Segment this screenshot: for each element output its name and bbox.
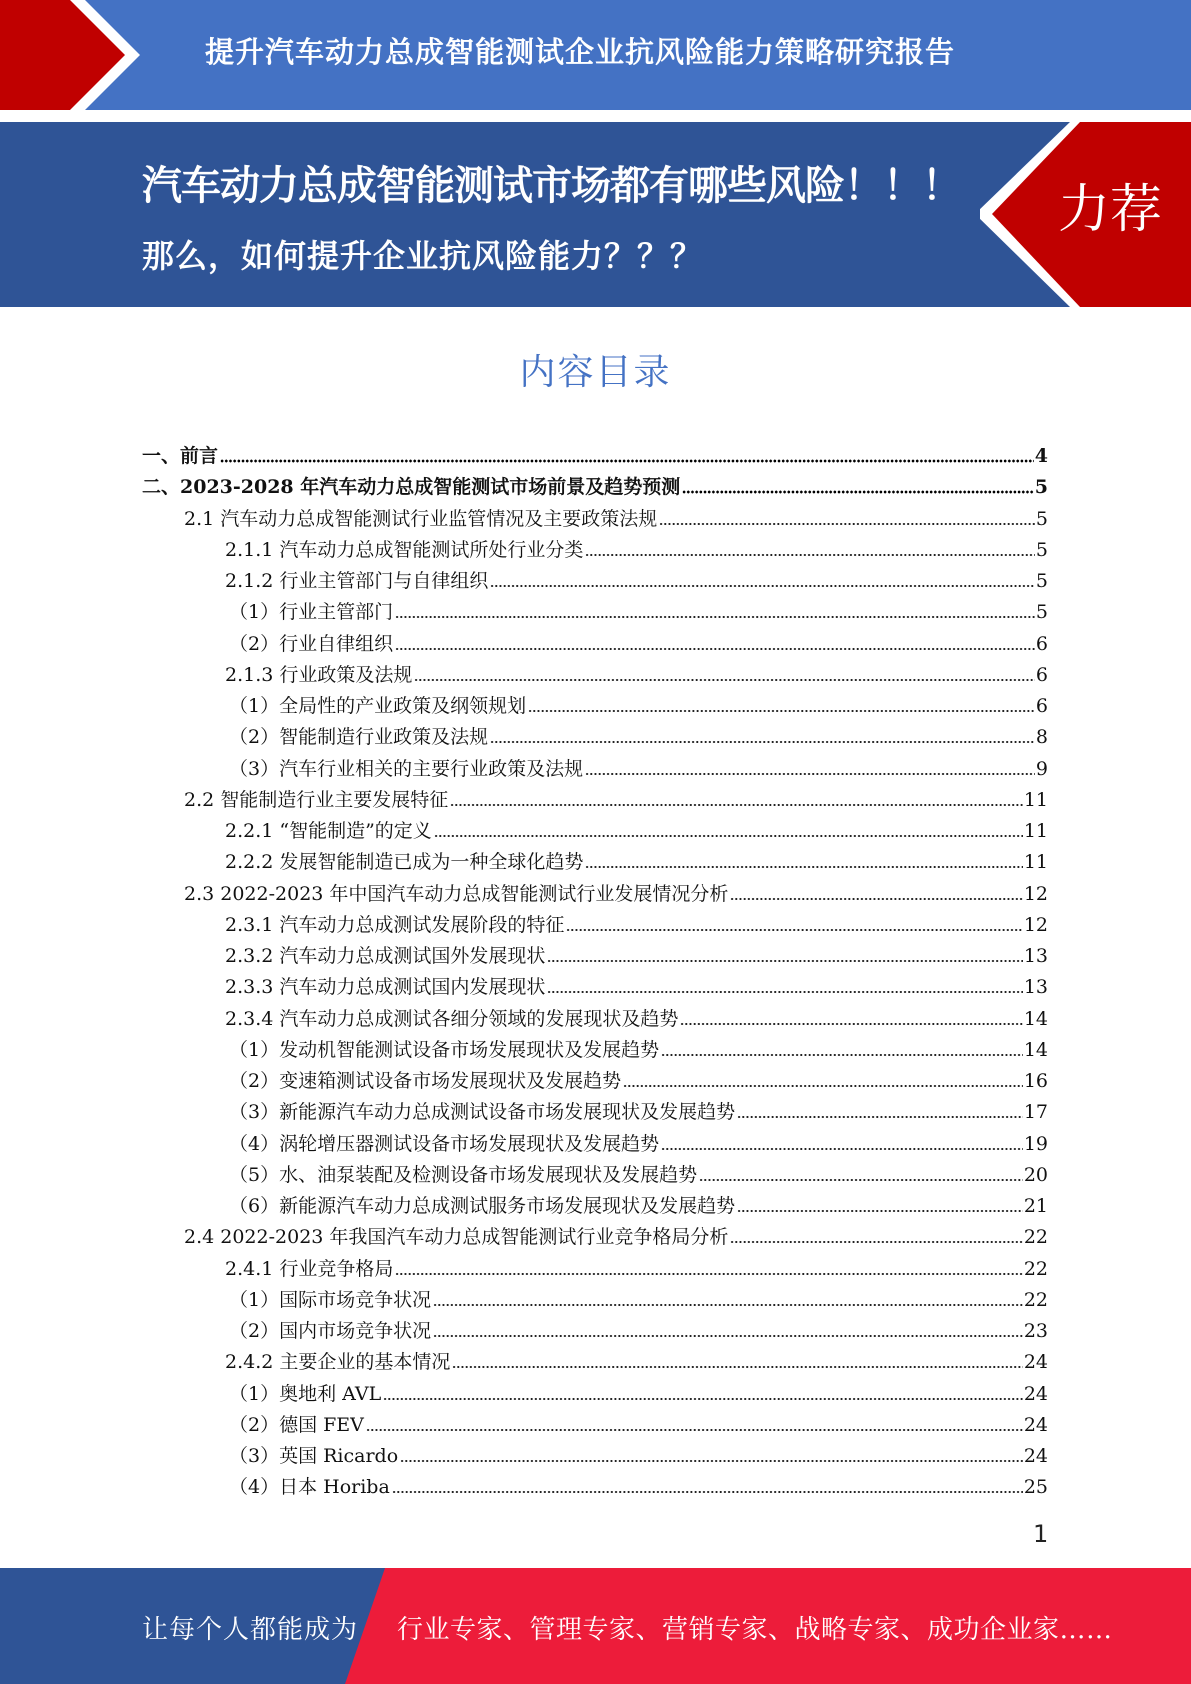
toc-entry-page: 11 [1023,851,1048,874]
toc-entry-page: 23 [1023,1320,1048,1342]
toc-dot-leader [392,1490,1023,1494]
toc-entry[interactable] [229,1437,1048,1468]
toc-entry-label: （2）国内市场竞争状况 [229,1320,432,1342]
toc-entry[interactable] [229,1062,1048,1093]
toc-dot-leader [395,647,1035,651]
toc-entry[interactable] [225,812,1048,843]
recommend-badge-text: 力荐 [1058,180,1163,240]
toc-entry[interactable] [229,1156,1048,1187]
toc-dot-leader [585,772,1035,776]
toc-entry-page: 24 [1023,1351,1048,1374]
toc-entry-label: 2.3.3 汽车动力总成测试国内发展现状 [225,976,546,999]
toc-entry-page: 5 [1035,601,1048,624]
toc-entry-page: 8 [1035,726,1048,749]
toc-entry[interactable] [225,906,1048,937]
toc-entry[interactable] [225,968,1048,999]
toc-entry-page: 6 [1035,632,1048,655]
toc-entry-label: （1）奥地利 AVL [229,1382,382,1405]
toc-dot-leader [730,897,1022,901]
toc-entry[interactable] [229,593,1048,624]
toc-entry-label: （2）智能制造行业政策及法规 [229,726,489,749]
toc-entry-page: 5 [1034,476,1048,499]
toc-dot-leader [490,584,1035,588]
toc-dot-leader [585,865,1022,869]
toc-entry-page: 24 [1023,1382,1048,1405]
toc-entry[interactable] [229,1312,1048,1343]
toc-entry[interactable] [229,750,1048,781]
toc-entry-label: （1）全局性的产业政策及纲领规划 [229,695,527,717]
toc-dot-leader [547,990,1022,994]
toc-entry[interactable] [229,718,1048,749]
toc-dot-leader [220,459,1034,463]
toc-entry-label: 2.1.2 行业主管部门与自律组织 [225,570,489,592]
toc-heading: 内容目录 [519,352,672,393]
toc-dot-leader [395,615,1035,619]
toc-entry[interactable] [229,1468,1048,1499]
toc-dot-leader [433,1303,1023,1307]
toc-entry-page: 6 [1035,663,1048,686]
toc-entry-label: 一、前言 [142,445,219,467]
toc-entry-page: 11 [1023,788,1048,811]
toc-dot-leader [661,1053,1023,1057]
toc-dot-leader [566,928,1022,932]
toc-entry-label: 2.2 智能制造行业主要发展特征 [184,788,449,811]
toc-entry-page: 19 [1023,1132,1048,1155]
toc-dot-leader [661,1147,1023,1151]
toc-entry-label: （2）变速箱测试设备市场发展现状及发展趋势 [229,1070,622,1092]
toc-entry-label: 2.4.2 主要企业的基本情况 [225,1351,451,1374]
toc-entry-label: 2.4.1 行业竞争格局 [225,1257,394,1280]
toc-entry[interactable] [229,1187,1048,1218]
toc-entry-page: 12 [1023,913,1048,936]
toc-entry-page: 12 [1023,882,1048,905]
report-title: 提升汽车动力总成智能测试企业抗风险能力策略研究报告 [205,35,956,69]
toc-entry[interactable] [225,656,1048,687]
toc-entry-label: （1）行业主管部门 [229,601,394,624]
toc-entry-label: 2.3.4 汽车动力总成测试各细分领域的发展现状及趋势 [225,1007,679,1030]
toc-entry-label: （1）发动机智能测试设备市场发展现状及发展趋势 [229,1038,660,1061]
toc-entry-page: 14 [1023,1038,1048,1061]
toc-entry-label: （4）日本 Horiba [229,1476,390,1499]
toc-dot-leader [366,1428,1023,1432]
toc-entry-label: （2）行业自律组织 [229,632,394,655]
toc-entry-page: 22 [1023,1288,1048,1311]
toc-entry[interactable] [229,687,1048,718]
toc-dot-leader [490,740,1035,744]
toc-dot-leader [585,553,1035,557]
toc-entry-page: 6 [1035,695,1048,717]
toc-entry-page: 24 [1023,1445,1048,1467]
toc-entry-label: 2.1.1 汽车动力总成智能测试所处行业分类 [225,538,584,561]
toc-entry-label: 二、2023-2028 年汽车动力总成智能测试市场前景及趋势预测 [142,476,681,499]
toc-entry-page: 17 [1023,1101,1048,1124]
hero-subheadline: 那么，如何提升企业抗风险能力？？？ [142,237,704,275]
toc-entry-label: 2.1 汽车动力总成智能测试行业监管情况及主要政策法规 [184,507,658,530]
toc-dot-leader [659,522,1035,526]
toc-dot-leader [680,1022,1022,1026]
toc-entry-page: 9 [1035,757,1048,780]
hero-headline: 汽车动力总成智能测试市场都有哪些风险！！！ [142,163,961,209]
toc-entry-label: 2.1.3 行业政策及法规 [225,663,413,686]
toc-entry[interactable] [142,468,1048,499]
toc-entry[interactable] [229,1281,1048,1312]
toc-entry-page: 16 [1023,1070,1048,1092]
toc-dot-leader [547,959,1022,963]
toc-entry[interactable] [225,843,1048,874]
toc-entry-page: 11 [1023,820,1048,842]
toc-entry[interactable] [229,1031,1048,1062]
toc-entry[interactable] [225,531,1048,562]
toc-entry[interactable] [225,1343,1048,1374]
toc-entry-label: 2.2.2 发展智能制造已成为一种全球化趋势 [225,851,584,874]
toc-entry[interactable] [184,781,1048,812]
toc-entry-label: （2）德国 FEV [229,1413,364,1436]
toc-entry-page: 21 [1023,1195,1048,1217]
toc-dot-leader [400,1459,1023,1463]
toc-entry-page: 13 [1023,945,1048,967]
toc-entry-page: 4 [1034,445,1048,467]
toc-dot-leader [383,1397,1023,1401]
toc-entry-page: 22 [1023,1226,1048,1249]
toc-dot-leader [737,1115,1023,1119]
toc-entry[interactable] [229,625,1048,656]
toc-entry-label: （3）英国 Ricardo [229,1445,399,1467]
toc-entry[interactable] [229,1406,1048,1437]
toc-entry-label: 2.3 2022-2023 年中国汽车动力总成智能测试行业发展情况分析 [184,882,729,905]
toc-dot-leader [623,1084,1023,1088]
toc-entry-label: 2.3.2 汽车动力总成测试国外发展现状 [225,945,546,967]
toc-entry[interactable] [184,1218,1048,1249]
footer-slogan-lead: 让每个人都能成为 [142,1615,359,1645]
page-number: 1 [1033,1520,1049,1548]
toc-dot-leader [414,678,1035,682]
toc-entry-page: 5 [1035,507,1048,530]
toc-entry-label: （3）新能源汽车动力总成测试设备市场发展现状及发展趋势 [229,1101,736,1124]
header-separator [0,110,1191,122]
toc-entry-label: （5）水、油泵装配及检测设备市场发展现状及发展趋势 [229,1163,698,1186]
toc-entry[interactable] [229,1375,1048,1406]
toc-entry-label: （1）国际市场竞争状况 [229,1288,432,1311]
toc-entry-page: 20 [1023,1163,1048,1186]
toc-dot-leader [528,709,1035,713]
toc-entry[interactable] [142,437,1048,468]
toc-entry-label: （3）汽车行业相关的主要行业政策及法规 [229,757,584,780]
toc-entry-page: 14 [1023,1007,1048,1030]
toc-entry[interactable] [229,1093,1048,1124]
toc-entry-label: 2.3.1 汽车动力总成测试发展阶段的特征 [225,913,565,936]
toc-dot-leader [434,834,1023,838]
toc-entry[interactable] [229,1125,1048,1156]
toc-entry[interactable] [225,1250,1048,1281]
toc-entry[interactable] [184,500,1048,531]
footer-slogan-roles: 行业专家、管理专家、营销专家、战略专家、成功企业家…… [397,1615,1113,1645]
toc-entry-label: 2.2.1 “智能制造”的定义 [225,820,432,842]
toc-entry-label: （4）涡轮增压器测试设备市场发展现状及发展趋势 [229,1132,660,1155]
toc-entry-page: 22 [1023,1257,1048,1280]
toc-dot-leader [395,1272,1022,1276]
header-red-chevron [0,0,150,110]
toc-entry-label: （6）新能源汽车动力总成测试服务市场发展现状及发展趋势 [229,1195,736,1217]
toc-dot-leader [730,1240,1022,1244]
toc-entry-page: 5 [1035,538,1048,561]
toc-entry[interactable] [184,875,1048,906]
toc-dot-leader [452,1365,1022,1369]
toc-entry[interactable] [225,937,1048,968]
toc-entry-page: 25 [1023,1476,1048,1499]
toc-dot-leader [699,1178,1023,1182]
toc-dot-leader [682,490,1034,494]
toc-entry[interactable] [225,1000,1048,1031]
toc-dot-leader [737,1209,1023,1213]
toc-entry-label: 2.4 2022-2023 年我国汽车动力总成智能测试行业竞争格局分析 [184,1226,729,1249]
toc-entry[interactable] [225,562,1048,593]
toc-dot-leader [433,1334,1023,1338]
toc-entry-page: 24 [1023,1413,1048,1436]
toc-entry-page: 13 [1023,976,1048,999]
toc-entry-page: 5 [1035,570,1048,592]
toc-dot-leader [450,803,1023,807]
